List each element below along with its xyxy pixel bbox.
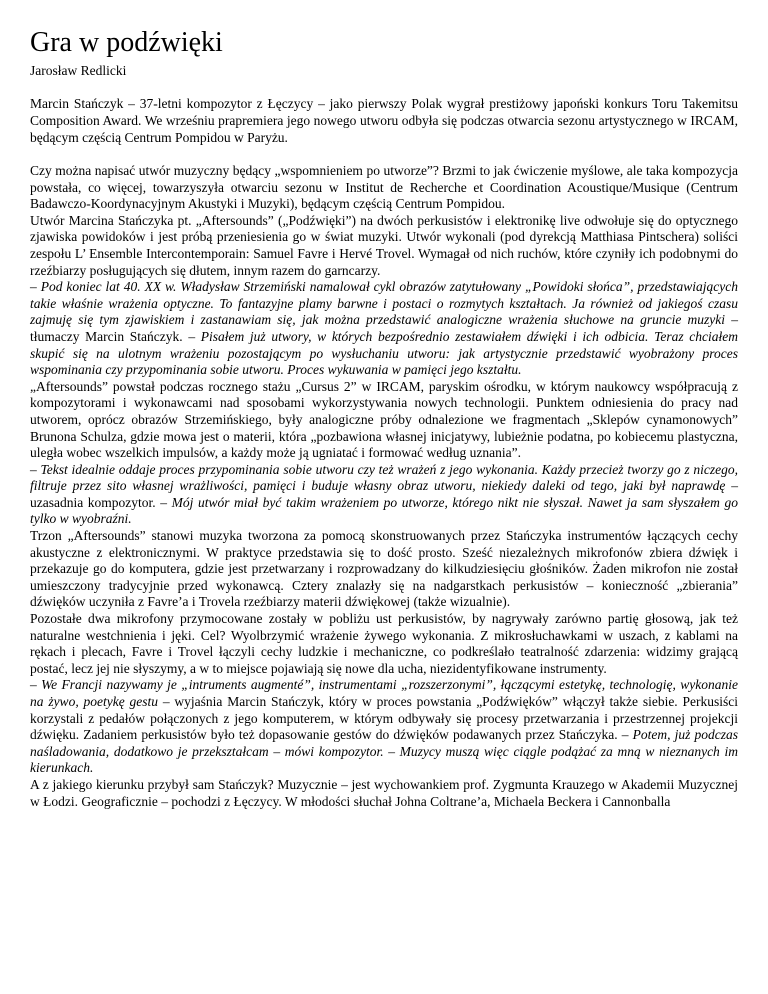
- article-title: Gra w podźwięki: [30, 27, 223, 58]
- paragraph: A z jakiego kierunku przybył sam Stańczyk? Muzycznie – jest wychowankiem prof. Zygmunta Krauzego w Akademii Muzycznej w Łodzi. Geograficznie – pochodzi z Łęczycy. W młodości słuchał Johna Coltrane’a, Michaela Beckera i Cannonballa: [30, 776, 738, 809]
- paragraph: Czy można napisać utwór muzyczny będący „wspomnieniem po utworze”? Brzmi to jak ćwiczenie myślowe, ale taka kompozycja powstała, co więcej, towarzyszyła otwarciu sezonu w Institut de Recherche et Coordination Acoustique/Musique (Centrum Badawczo-Koordynacyjnym Akustyki i Muzyki), będącym częścią Centrum Pompidou.: [30, 163, 738, 212]
- article-body: [30, 163, 738, 810]
- paragraph-quote: – We Francji nazywamy je „intruments augmenté”, instrumentami „rozszerzonymi”, łączącymi estetykę, technologię, wykonanie na żywo, poetykę gestu – wyjaśnia Marcin Stańczyk, który w proces powstania „Podźwięków” włączył także siebie. Perkusiści korzystali z pedałów połączonych z jego komputerem, w którym odbywały się procesy przetwarzania i przestrzennej projekcji dźwięku. Zadaniem perkusistów było też dopasowanie gestów do dźwięków podawanych przez Stańczyka. – Potem, już podczas naśladowania, dodatkowo je przekształcam – mówi kompozytor. – Muzycy muszą więc ciągle podążać za mną w nieznanych im kierunkach.: [30, 677, 738, 776]
- paragraph: Utwór Marcina Stańczyka pt. „Aftersounds” („Podźwięki”) na dwóch perkusistów i elektronikę live odwołuje się do optycznego zjawiska powidoków i jest próbą przeniesienia go w świat muzyki. Utwór wykonali (pod dyrekcją Matthiasa Pintschera) soliści zespołu L’ Ensemble Intercontemporain: Samuel Favre i Hervé Trovel. Wymagał od nich ruchów, które czyniły ich podobnymi do rzeźbiarzy posługujących się dłutem, innym razem do garncarzy.: [30, 212, 738, 278]
- paragraph-quote: – Pod koniec lat 40. XX w. Władysław Strzemiński namalował cykl obrazów zatytułowany „Powidoki słońca”, przedstawiających takie właśnie wrażenia optyczne. To fantazyjne plamy barwne i postaci o rozmytych kształtach. Ja również od jakiegoś czasu zajmuję się tym zjawiskiem i zastanawiam się, jak można przedstawić analogiczne wrażenia słuchowe na gruncie muzyki – tłumaczy Marcin Stańczyk. – Pisałem już utwory, w których bezpośrednio zestawiałem dźwięki i ich odbicia. Teraz chciałem skupić się na ulotnym wrażeniu pozostającym po wysłuchaniu utworu: jak artystycznie przedstawić wyobrażony proces wspominania czy przypominania sobie utworu. Proces wykuwania w pamięci jego kształtu.: [30, 279, 738, 378]
- paragraph: Pozostałe dwa mikrofony przymocowane zostały w pobliżu ust perkusistów, by nagrywały zarówno partię głosową, jak też naturalne westchnienia i jęki. Cel? Wyolbrzymić wrażenie żywego wykonania. Z mikrosłuchawkami w uszach, z kablami na rękach i plecach, Favre i Trovel łączyli cechy ludzkie i mechaniczne, co podkreślało teatralność zdarzenia: widzimy grającą postać, lecz jej nie słyszymy, a w to miejsce pojawiają się nowe dla ucha, niezidentyfikowane instrumenty.: [30, 611, 738, 676]
- paragraph: „Aftersounds” powstał podczas rocznego stażu „Cursus 2” w IRCAM, paryskim ośrodku, w którym naukowcy współpracują z kompozytorami i wykonawcami nad sposobami wykorzystywania nowych technologii. Punktem odniesienia do pracy nad utworem, oprócz obrazów Strzemińskiego, były analogiczne próby odnalezione we fragmentach „Sklepów cynamonowych” Brunona Schulza, gdzie mowa jest o materii, która „pozbawiona własnej inicjatywy, lubieżnie podatna, po kobiecemu plastyczna, uległa wobec wszelkich impulsów, a każdy może ją ugniatać i formować według uznania”.: [30, 378, 738, 461]
- article-lead: Marcin Stańczyk – 37-letni kompozytor z Łęczycy – jako pierwszy Polak wygrał prestiżowy japoński konkurs Toru Takemitsu Composition Award. We wrześniu prapremiera jego nowego utworu odbyła się podczas otwarcia sezonu artystycznego w IRCAM, będącym częścią Centrum Pompidou w Paryżu.: [30, 96, 738, 145]
- paragraph-quote: – Tekst idealnie oddaje proces przypominania sobie utworu czy też wrażeń z jego wykonania. Każdy przecież tworzy go z niczego, filtruje przez sito własnej wrażliwości, pamięci i buduje własny obraz utworu, niekiedy daleki od tego, jaki był naprawdę – uzasadnia kompozytor. – Mój utwór miał być takim wrażeniem po utworze, którego nikt nie słyszał. Nawet ja sam słyszałem go tylko w wyobraźni.: [30, 461, 738, 527]
- paragraph: Trzon „Aftersounds” stanowi muzyka tworzona za pomocą skonstruowanych przez Stańczyka instrumentów łączących cechy akustyczne z elektronicznymi. W praktyce przedstawia się to dość prosto. Sześć niezależnych mikrofonów zbiera dźwięk i przekazuje go do komputera, gdzie jest przetwarzany i rozprowadzany do kilkudziesięciu głośników. Żaden mikrofon nie został umieszczony tradycyjnie przed wykonawcą. Cztery znalazły się na nadgarstkach perkusistów – konieczność „zbierania” dźwięków uczyniła z Favre’a i Trovela rzeźbiarzy materii dźwiękowej (także wizualnie).: [30, 528, 738, 610]
- article-author: Jarosław Redlicki: [30, 63, 127, 78]
